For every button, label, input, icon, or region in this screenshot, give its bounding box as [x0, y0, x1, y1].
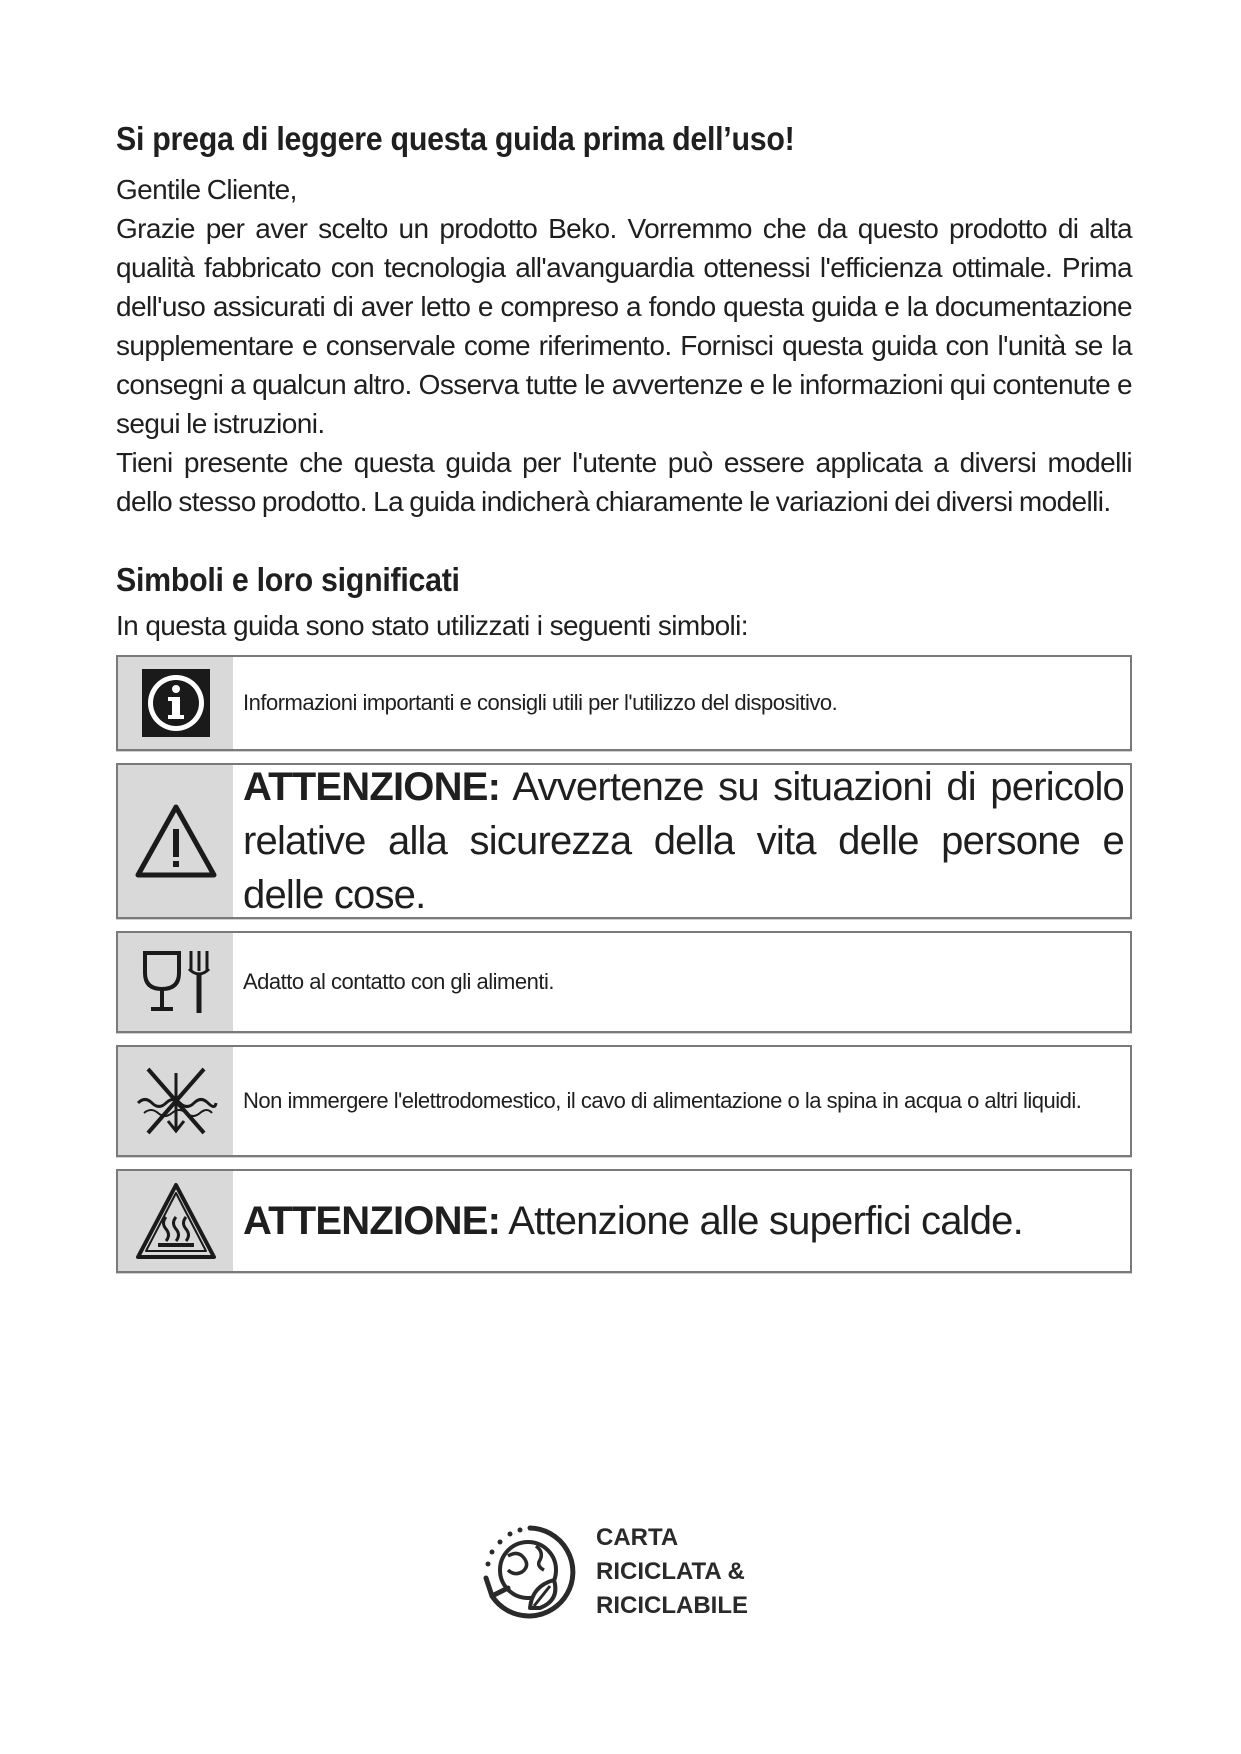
hot-surface-label: ATTENZIONE: — [243, 1199, 501, 1243]
intro-paragraph-2: Tieni presente che questa guida per l'utente può essere applicata a diversi modelli dello stesso prodotto. La guida indicherà chiaramente le variazioni dei diversi modelli. — [116, 447, 1132, 517]
greeting: Gentile Cliente, — [116, 174, 297, 205]
symbol-text-info: Informazioni importanti e consigli utili per l'utilizzo del dispositivo. — [243, 690, 838, 715]
warning-triangle-icon — [118, 765, 233, 917]
eco-badge — [478, 1520, 748, 1624]
symbols-heading: Simboli e loro significati — [116, 561, 460, 598]
hot-surface-icon — [118, 1171, 233, 1271]
symbol-row-no-immersion — [116, 1045, 1132, 1157]
intro-paragraph-1: Grazie per aver scelto un prodotto Beko. Vorremmo che da questo prodotto di alta qualità fabbricato con tecnologia all'avanguardia ottenessi l'efficienza ottimale. Prima dell'uso assicurati di aver letto e compreso a fondo questa guida e la documentazione supplementare e conservale come riferimento. Fornisci questa guida con l'unità se la consegni a qualcun altro. Osserva tutte le avvertenze e le informazioni qui contenute e segui le istruzioni. — [116, 213, 1132, 439]
symbol-text-warning: Avvertenze su situazioni di pericolo relative alla sicurezza della vita delle persone e delle cose. — [243, 765, 1124, 917]
symbol-row-info — [116, 655, 1132, 751]
eco-line-3: RICICLABILE — [596, 1592, 748, 1619]
eco-line-2: RICICLATA & — [596, 1558, 745, 1585]
no-immersion-icon — [118, 1047, 233, 1155]
recycled-paper-icon — [478, 1520, 582, 1624]
warning-label: ATTENZIONE: — [243, 765, 501, 809]
symbol-row-warning — [116, 763, 1132, 919]
info-icon — [118, 657, 233, 749]
symbol-row-food — [116, 931, 1132, 1033]
symbol-text-hot-surface: Attenzione alle superfici calde. — [500, 1199, 1023, 1243]
food-contact-icon — [118, 933, 233, 1031]
symbol-text-food: Adatto al contatto con gli alimenti. — [243, 969, 554, 994]
symbol-row-hot-surface — [116, 1169, 1132, 1273]
symbols-lead: In questa guida sono stato utilizzati i seguenti simboli: — [116, 610, 748, 641]
page-title: Si prega di leggere questa guida prima dell’uso! — [116, 120, 795, 157]
document-page — [116, 120, 1132, 1285]
intro-section — [116, 170, 1132, 521]
symbol-text-no-immersion: Non immergere l'elettrodomestico, il cavo di alimentazione o la spina in acqua o altri liquidi. — [243, 1088, 1082, 1113]
eco-line-1: CARTA — [596, 1524, 679, 1551]
